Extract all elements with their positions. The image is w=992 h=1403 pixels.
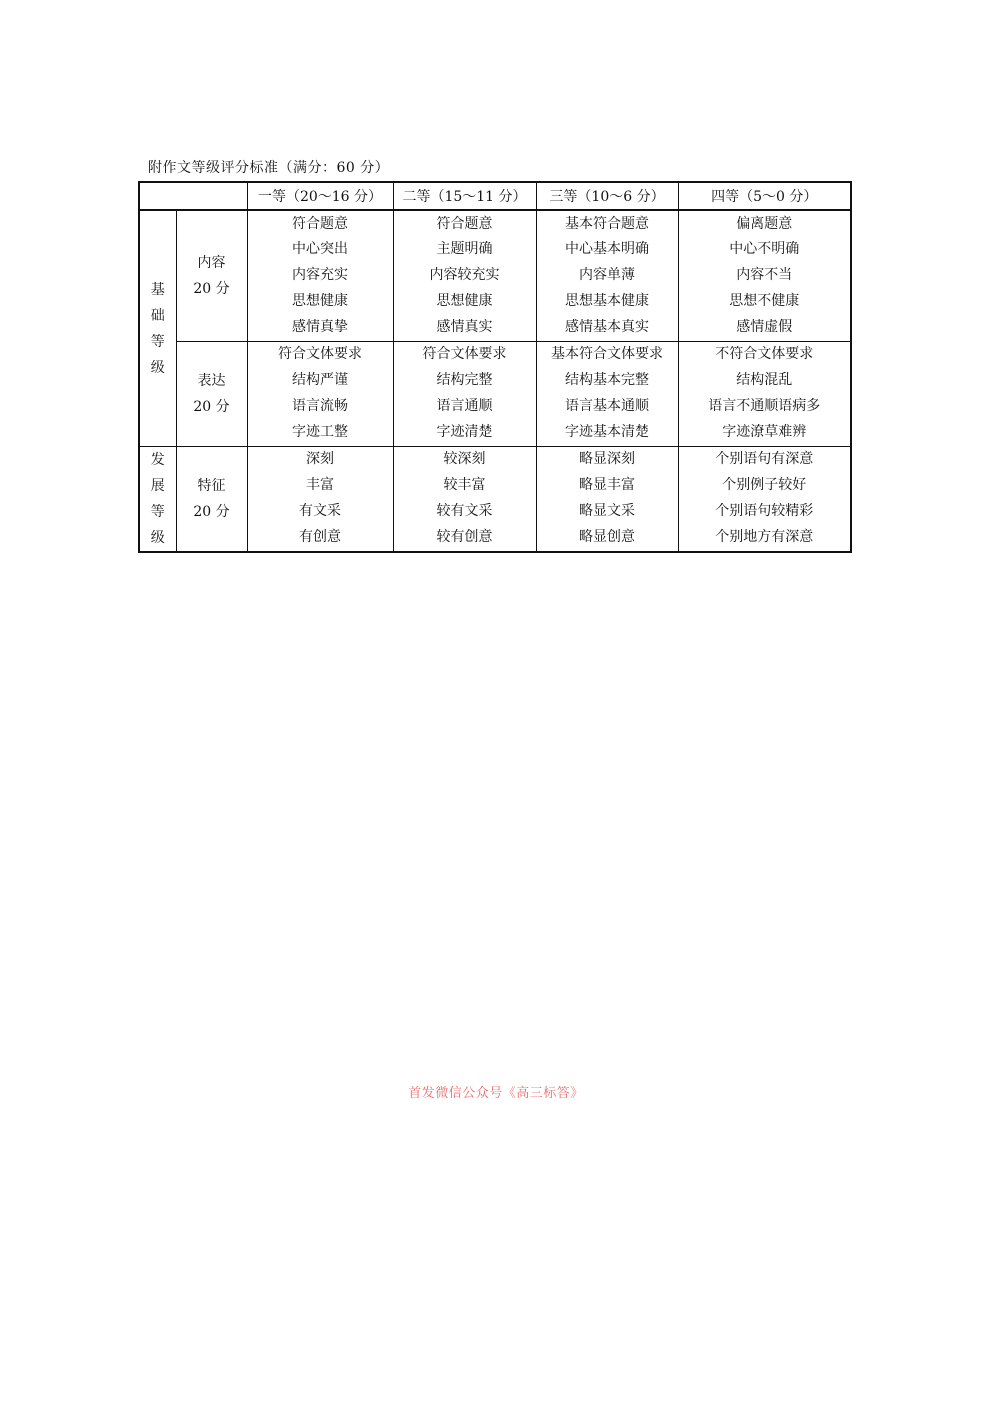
cell-expression-grade-2: 符合文体要求 结构完整 语言通顺 字迹清楚 xyxy=(393,342,536,447)
category-basic-label: 基 础 等 级 xyxy=(139,210,176,447)
cell-content-grade-3: 基本符合题意 中心基本明确 内容单薄 思想基本健康 感情基本真实 xyxy=(536,210,678,342)
header-row xyxy=(139,182,851,210)
cell-content-grade-4: 偏离题意 中心不明确 内容不当 思想不健康 感情虚假 xyxy=(678,210,851,342)
watermark-text: 首发微信公众号《高三标答》 xyxy=(408,1086,584,1101)
cell-expression-grade-3: 基本符合文体要求 结构基本完整 语言基本通顺 字迹基本清楚 xyxy=(536,342,678,447)
grading-table xyxy=(138,181,852,553)
cell-feature-grade-1: 深刻 丰富 有文采 有创意 xyxy=(247,447,393,553)
sub-label-expression: 表达 20 分 xyxy=(176,342,247,447)
cell-feature-grade-4: 个别语句有深意 个别例子较好 个别语句较精彩 个别地方有深意 xyxy=(678,447,851,553)
cell-feature-grade-2: 较深刻 较丰富 较有文采 较有创意 xyxy=(393,447,536,553)
cell-content-grade-2: 符合题意 主题明确 内容较充实 思想健康 感情真实 xyxy=(393,210,536,342)
category-development-label: 发 展 等 级 xyxy=(139,447,176,553)
table-row-content xyxy=(139,210,851,342)
table-row-expression xyxy=(139,342,851,447)
header-grade-2: 二等（15～11 分） xyxy=(393,182,536,210)
cell-expression-grade-4: 不符合文体要求 结构混乱 语言不通顺语病多 字迹潦草难辨 xyxy=(678,342,851,447)
cell-content-grade-1: 符合题意 中心突出 内容充实 思想健康 感情真挚 xyxy=(247,210,393,342)
table-row-feature xyxy=(139,447,851,553)
header-grade-4: 四等（5～0 分） xyxy=(678,182,851,210)
page-title: 附作文等级评分标准（满分：60 分） xyxy=(148,160,390,176)
sub-label-feature: 特征 20 分 xyxy=(176,447,247,553)
cell-feature-grade-3: 略显深刻 略显丰富 略显文采 略显创意 xyxy=(536,447,678,553)
sub-label-content: 内容 20 分 xyxy=(176,210,247,342)
header-grade-1: 一等（20～16 分） xyxy=(247,182,393,210)
header-corner xyxy=(139,182,247,210)
cell-expression-grade-1: 符合文体要求 结构严谨 语言流畅 字迹工整 xyxy=(247,342,393,447)
header-grade-3: 三等（10～6 分） xyxy=(536,182,678,210)
